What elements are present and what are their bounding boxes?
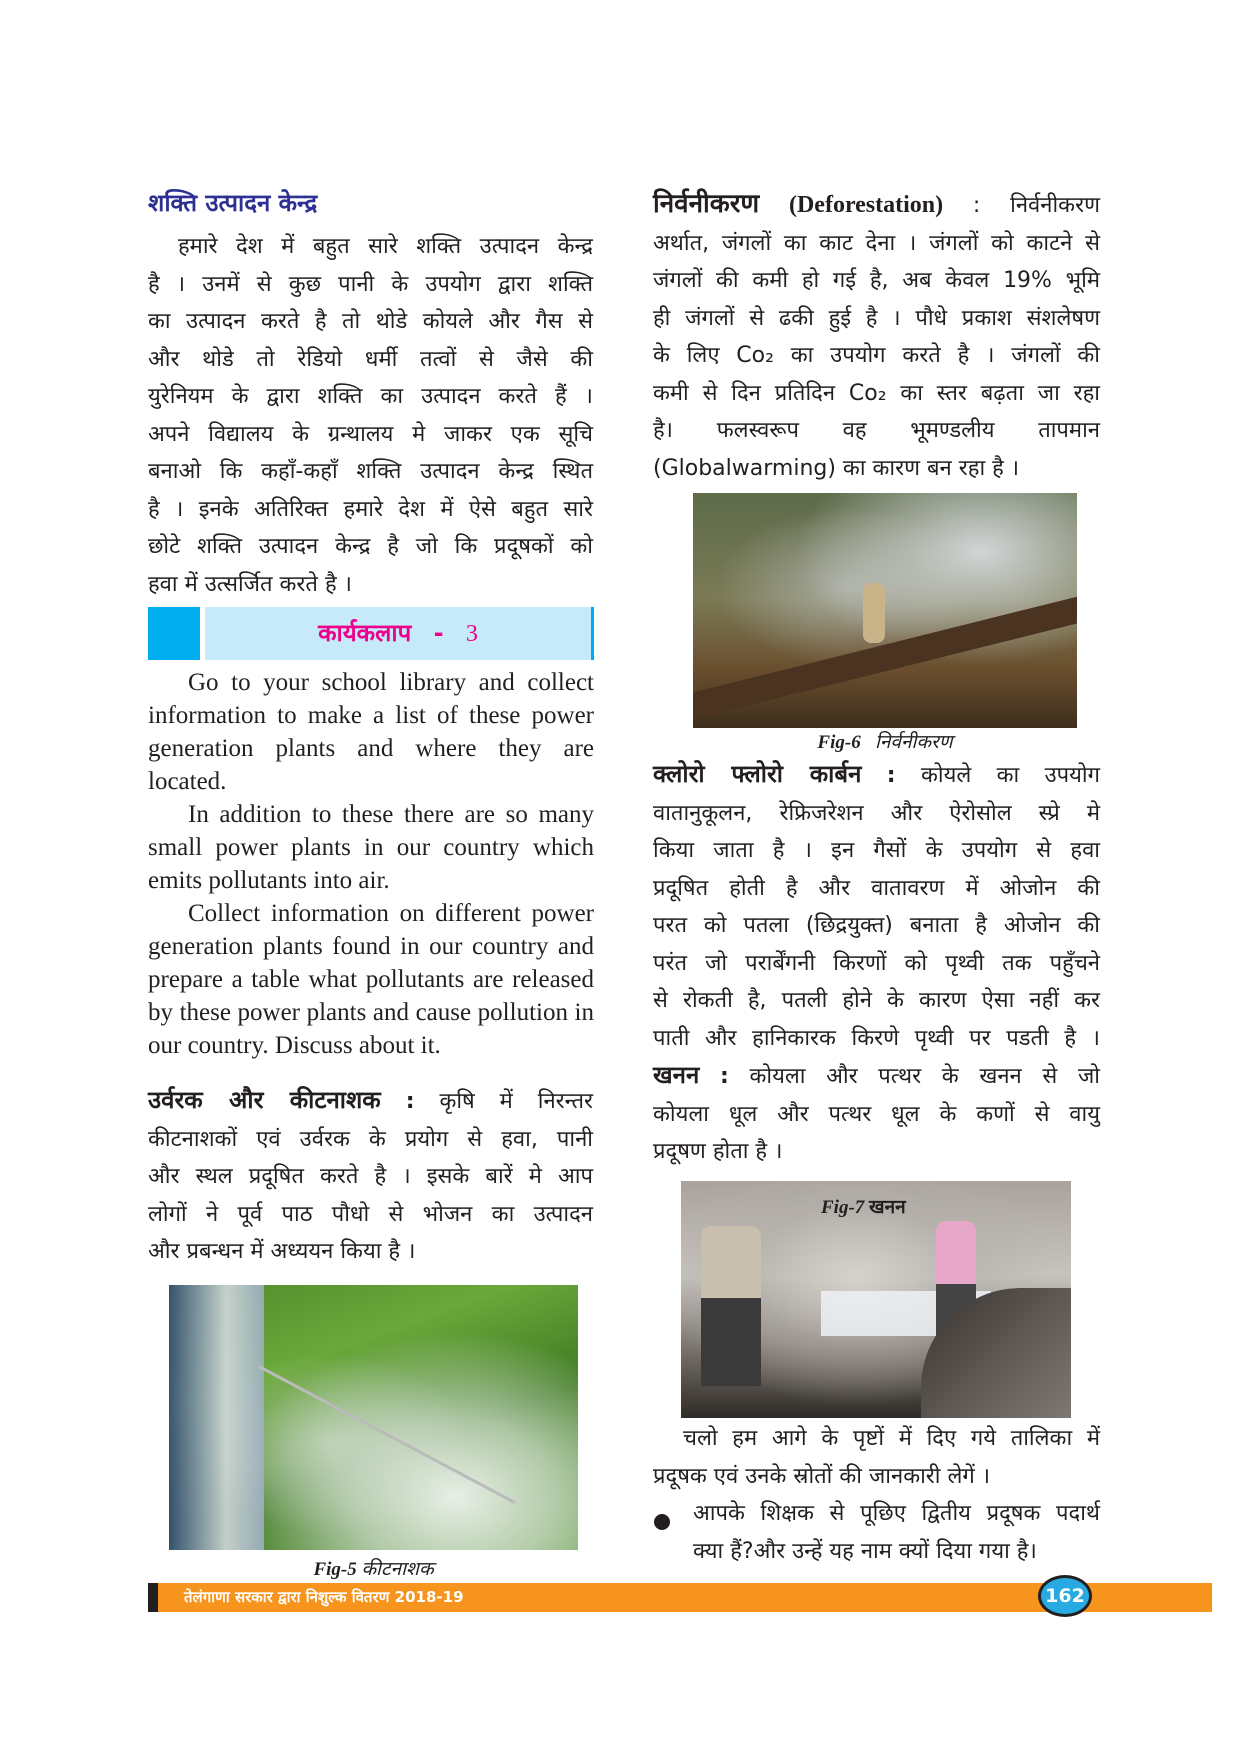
spray-wand xyxy=(258,1365,515,1504)
text-line xyxy=(148,1082,593,1121)
text-fragment: निर्वनीकरण xyxy=(1010,193,1100,218)
figure-caption-text: निर्वनीकरण xyxy=(874,732,953,753)
text-line: परंत जो परार्बेंगनी किरणों को पृथ्वी तक पहुँचने xyxy=(653,950,1100,976)
power-plants-paragraph xyxy=(148,228,593,603)
fallen-log xyxy=(693,593,1077,720)
activity-number: 3 xyxy=(465,621,478,647)
cfc-paragraph xyxy=(653,756,1100,1171)
text-line: के लिए Co₂ का उपयोग करते है । जंगलों की xyxy=(653,343,1100,368)
text-line: प्रदूषक एवं उनके स्रोतों की जानकारी लेगें । xyxy=(653,1463,991,1489)
text-line xyxy=(653,756,1100,795)
figure-caption-text: खनन xyxy=(869,1197,906,1218)
activity-paragraph: In addition to these there are so many small power plants in our country which emits pollutants into air. xyxy=(148,801,594,894)
separator: : xyxy=(405,1089,415,1114)
separator: : xyxy=(886,763,896,788)
footer-text: तेलंगाणा सरकार द्वारा निशुल्क वितरण 2018-19 xyxy=(184,1588,464,1606)
closing-paragraph xyxy=(653,1420,1100,1495)
text-line: आपके शिक्षक से पूछिए द्वितीय प्रदूषक पदार्थ xyxy=(693,1501,1100,1526)
text-line: और स्थल प्रदूषित करते है । इसके बारें मे आप xyxy=(148,1164,593,1189)
text-fragment: कोयला और पत्थर के खनन से जो xyxy=(749,1064,1100,1089)
text-line: से रोकती है, पतली होने के कारण ऐसा नहीं कर xyxy=(653,988,1100,1013)
activity-dash: - xyxy=(433,619,444,647)
text-line: किया जाता है । इन गैसों के उपयोग से हवा xyxy=(653,838,1100,863)
text-line: कीटनाशकों एवं उर्वरक के प्रयोग से हवा, पानी xyxy=(148,1126,593,1152)
activity-paragraph: Go to your school library and collect information to make a list of these power generation plants and where they are located. xyxy=(148,669,594,795)
text-fragment: कोयले का उपयोग xyxy=(920,763,1100,788)
text-line: छोटे शक्ति उत्पादन केन्द्र है जो कि प्रदूषकों को xyxy=(148,534,593,559)
deforestation-english-term: (Deforestation) xyxy=(788,192,944,218)
text-line: लोगों ने पूर्व पाठ पौधो से भोजन का उत्पादन xyxy=(148,1201,593,1227)
text-line: हमारे देश में बहुत सारे शक्ति उत्पादन केन्द्र xyxy=(178,234,593,259)
deforestation-heading: निर्वनीकरण xyxy=(653,189,760,219)
figure-5-pesticide-spraying-image xyxy=(169,1285,578,1550)
separator: : xyxy=(972,193,981,218)
text-line: क्या हैं?और उन्हें यह नाम क्यों दिया गया है। xyxy=(693,1538,1037,1564)
figure-7-caption xyxy=(821,1193,906,1219)
woodcutter-figure xyxy=(863,583,885,643)
text-line: कमी से दिन प्रतिदिन Co₂ का स्तर बढ़ता जा रहा xyxy=(653,380,1100,406)
worker-left xyxy=(701,1226,761,1386)
figure-label: Fig-5 xyxy=(313,1559,357,1580)
fertilizer-paragraph xyxy=(148,1082,593,1271)
text-line: और थोडे तो रेडियो धर्मी तत्वों से जैसे की xyxy=(148,346,593,372)
figure-label: Fig-7 xyxy=(821,1197,865,1218)
text-line: युरेनियम के द्वारा शक्ति का उत्पादन करते हैं । xyxy=(148,384,593,409)
activity-banner xyxy=(148,607,594,660)
fertilizer-heading: उर्वरक और कीटनाशक xyxy=(148,1086,381,1114)
text-line: अर्थात, जंगलों का काट देना । जंगलों को काटने से xyxy=(653,230,1100,256)
text-line: प्रदूषण होता है । xyxy=(653,1139,783,1164)
bullet-icon xyxy=(654,1514,670,1530)
footer-bar xyxy=(148,1583,1212,1612)
text-line: है । उनमें से कुछ पानी के उपयोग द्वारा शक्ति xyxy=(148,271,593,297)
text-line: पाती और हानिकारक किरणे पृथ्वी पर पडती है । xyxy=(653,1025,1100,1051)
text-line: का उत्पादन करते है तो थोडे कोयले और गैस से xyxy=(148,309,593,334)
text-line: है। फलस्वरूप वह भूमण्डलीय तापमान xyxy=(653,418,1100,443)
text-line xyxy=(653,1057,1100,1096)
text-line: और प्रबन्धन में अध्ययन किया है । xyxy=(148,1239,416,1264)
text-line: (Globalwarming) का कारण बन रहा है । xyxy=(653,455,1020,481)
figure-6-deforestation-image xyxy=(693,493,1077,728)
figure-caption-text: कीटनाशक xyxy=(361,1559,434,1580)
activity-title xyxy=(205,607,594,660)
figure-6-caption xyxy=(693,728,1077,754)
text-line: ही जंगलों से ढकी हुई है । पौधे प्रकाश संशलेषण xyxy=(653,305,1100,331)
page-number-badge: 162 xyxy=(1038,1575,1092,1617)
activity-paragraph: Collect information on different power generation plants found in our country and prepare a table what pollutants are released by these power plants and cause pollution in our country. Discuss about it. xyxy=(148,900,594,1059)
figure-7-mining-image xyxy=(681,1181,1071,1418)
text-line: प्रदूषित होती है और वातावरण में ओजोन की xyxy=(653,875,1100,901)
activity-english-text xyxy=(148,666,594,1062)
deforestation-paragraph xyxy=(653,186,1100,487)
text-line: हवा में उत्सर्जित करते है । xyxy=(148,571,352,597)
text-line: कोयला धूल और पत्थर धूल के कणों से वायु xyxy=(653,1101,1100,1127)
farmer-figure xyxy=(169,1285,264,1550)
text-line: अपने विद्यालय के ग्रन्थालय मे जाकर एक सूचि xyxy=(148,421,593,447)
activity-label: कार्यकलाप xyxy=(318,619,412,647)
text-line: परत को पतला (छिद्रयुक्त) बनाता है ओजोन की xyxy=(653,913,1100,938)
mining-heading: खनन xyxy=(653,1061,700,1089)
section-heading-power-plants: शक्ति उत्पादन केन्द्र xyxy=(148,189,318,217)
text-line: है । इनके अतिरिक्त हमारे देश में ऐसे बहुत सारे xyxy=(148,496,593,522)
text-line: चलो हम आगे के पृष्टों में दिए गये तालिका में xyxy=(683,1426,1100,1451)
separator: : xyxy=(719,1064,729,1089)
text-line: जंगलों की कमी हो गई है, अब केवल 19% भूमि xyxy=(653,268,1100,293)
figure-label: Fig-6 xyxy=(817,732,861,753)
figure-5-caption xyxy=(169,1555,578,1581)
activity-block-decoration xyxy=(148,607,200,660)
cfc-heading: क्लोरो फ्लोरो कार्बन xyxy=(653,760,862,788)
text-line: बनाओ कि कहाँ-कहाँ शक्ति उत्पादन केन्द्र स्थित xyxy=(148,459,593,484)
text-line xyxy=(653,186,1100,225)
text-line: वातानुकूलन, रेफ्रिजरेशन और ऐरोसोल स्प्रे मे xyxy=(653,800,1100,826)
bullet-question xyxy=(693,1495,1100,1570)
text-fragment: कृषि में निरन्तर xyxy=(439,1089,593,1114)
